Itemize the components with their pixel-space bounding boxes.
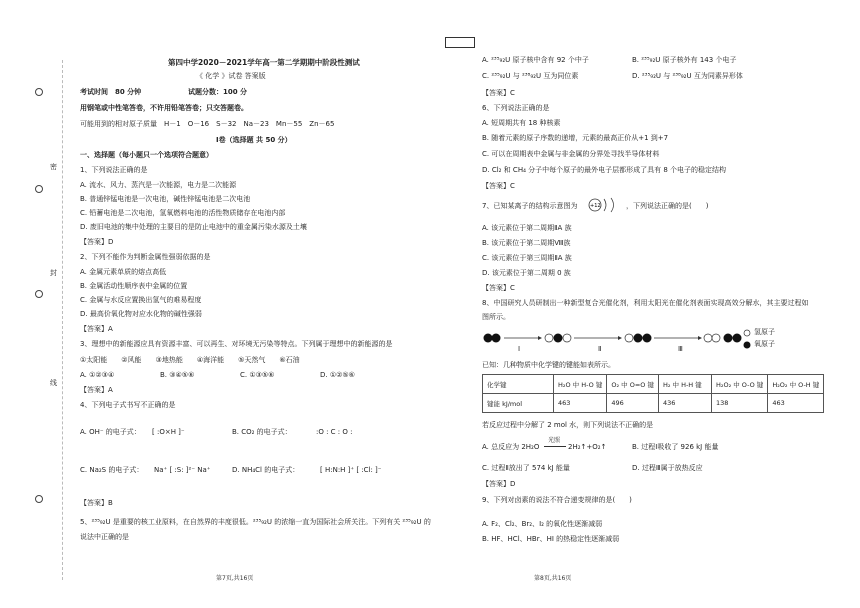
question-8-answer: 【答案】D bbox=[482, 480, 516, 488]
question-1-option: B. 普通锌锰电池是一次电池，碱性锌锰电池是二次电池 bbox=[80, 195, 251, 203]
page-number: 第7页,共16页 bbox=[216, 575, 254, 582]
stage-label: Ⅱ bbox=[598, 345, 602, 353]
question-3-option: C. ①③⑤⑥ bbox=[240, 371, 275, 379]
exam-rule: 用钢笔或中性笔答卷，不许用铅笔答卷；只交答题卷。 bbox=[80, 104, 248, 112]
question-4-answer: 【答案】B bbox=[80, 499, 113, 507]
question-2-stem: 2、下列不能作为判断金属性强弱依据的是 bbox=[80, 253, 211, 261]
question-4-option-d: D. NH₄Cl 的电子式： bbox=[232, 466, 300, 474]
question-8-stem-cont: 图所示。 bbox=[482, 313, 510, 321]
section-heading: 一、选择题（每小题只一个选项符合题意） bbox=[80, 151, 213, 159]
right-page bbox=[440, 0, 860, 608]
question-1-answer: 【答案】D bbox=[80, 238, 114, 246]
table-header-cell: H₂O 中 H-O 键 bbox=[554, 375, 607, 394]
atomic-masses: 可能用到的相对原子质量 H－1 O－16 S－32 Na－23 Mn－55 Zn－65 bbox=[80, 120, 335, 128]
question-7-option: C. 该元素位于第三周期ⅡA 族 bbox=[482, 254, 572, 262]
question-2-option: D. 最高价氧化物对应水化物的碱性强弱 bbox=[80, 310, 202, 318]
table-row bbox=[483, 394, 824, 413]
question-8-option-d: D. 过程Ⅲ属于放热反应 bbox=[632, 464, 703, 472]
question-4-option-a: A. OH⁻ 的电子式： bbox=[80, 428, 141, 436]
water-splitting-diagram bbox=[482, 326, 797, 360]
bond-energy-intro: 已知：几种物质中化学键的键能如表所示。 bbox=[482, 361, 615, 369]
exam-score: 试题分数：100 分 bbox=[188, 88, 248, 96]
page-number: 第8页,共16页 bbox=[534, 575, 572, 582]
reaction-arrow bbox=[544, 446, 566, 447]
exam-time: 考试时间 80 分钟 bbox=[80, 88, 142, 96]
stage-label: Ⅰ bbox=[518, 345, 521, 353]
question-7-option: B. 该元素位于第二周期Ⅷ族 bbox=[482, 239, 571, 247]
table-header-cell: H₂ 中 H-H 键 bbox=[658, 375, 711, 394]
bond-energy-table bbox=[482, 374, 824, 413]
question-9-stem: 9、下列对卤素的说法不符合递变规律的是( ) bbox=[482, 496, 632, 504]
margin-mark: 封 bbox=[50, 269, 57, 277]
question-1-option: A. 流水、风力、蒸汽是一次能源，电力是二次能源 bbox=[80, 181, 237, 189]
question-7-stem: 7、已知某离子的结构示意图为 bbox=[482, 202, 578, 210]
electron-formula: [ H:N:H ]⁺ [ :Cl: ]⁻ bbox=[320, 466, 382, 474]
question-5-stem-cont: 说法中正确的是 bbox=[80, 533, 129, 541]
question-5-answer: 【答案】C bbox=[482, 89, 515, 97]
stage-label: Ⅲ bbox=[678, 345, 683, 353]
question-9-option: B. HF、HCl、HBr、HI 的热稳定性逐渐减弱 bbox=[482, 535, 620, 543]
question-1-option: D. 废旧电池的集中处理的主要目的是防止电池中的重金属污染水源及土壤 bbox=[80, 223, 307, 231]
question-8-option-b: B. 过程Ⅰ吸收了 926 kJ 能量 bbox=[632, 443, 719, 451]
question-2-option: C. 金属与水反应置换出氢气的难易程度 bbox=[80, 296, 202, 304]
table-header-cell: O₂ 中 O=O 键 bbox=[607, 375, 659, 394]
question-7-stem-tail: ，下列说法正确的是( ) bbox=[626, 202, 709, 210]
table-cell: 463 bbox=[768, 394, 824, 413]
table-cell: 138 bbox=[711, 394, 767, 413]
question-6-answer: 【答案】C bbox=[482, 182, 515, 190]
question-6-option: B. 随着元素的原子序数的递增，元素的最高正价从+1 到+7 bbox=[482, 134, 669, 142]
question-2-option: A. 金属元素单质的熔点高低 bbox=[80, 268, 167, 276]
question-8-option-c: C. 过程Ⅱ放出了 574 kJ 能量 bbox=[482, 464, 570, 472]
binding-hole-icon bbox=[35, 88, 43, 96]
table-cell: 463 bbox=[554, 394, 607, 413]
exam-title: 第四中学2020－2021学年高一第二学期期中阶段性测试 bbox=[168, 58, 360, 67]
question-3-stem: 3、理想中的新能源应具有资源丰富、可以再生、对环境无污染等特点。下列属于理想中的新能源的是 bbox=[80, 340, 393, 348]
question-8-option-a-tail: 2H₂↑+O₂↑ bbox=[568, 443, 607, 451]
electron-formula: [ :O×H ]⁻ bbox=[152, 428, 185, 436]
question-3-option: A. ①②③④ bbox=[80, 371, 115, 379]
question-8-option-a: A. 总反应为 2H₂O bbox=[482, 443, 540, 451]
question-4-option-c: C. Na₂S 的电子式： bbox=[80, 466, 144, 474]
binding-margin bbox=[0, 0, 60, 608]
section-title: Ⅰ卷（选择题 共 50 分） bbox=[216, 136, 292, 144]
table-cell: 键能 kJ/mol bbox=[483, 394, 554, 413]
question-9-option: A. F₂、Cl₂、Br₂、I₂ 的氧化性逐渐减弱 bbox=[482, 520, 603, 528]
cut-line bbox=[62, 60, 63, 580]
question-8-condition: 若反应过程中分解了 2 mol 水，则下列说法不正确的是 bbox=[482, 421, 654, 429]
question-8-stem: 8、中国研究人员研制出一种新型复合光催化剂，利用太阳光在催化剂表面实现高效分解水，其主要过程如 bbox=[482, 299, 809, 307]
legend-oxygen: 氧原子 bbox=[754, 340, 775, 348]
question-6-option: C. 可以在周期表中金属与非金属的分界处寻找半导体材料 bbox=[482, 150, 660, 158]
question-7-answer: 【答案】C bbox=[482, 284, 515, 292]
question-4-option-b: B. CO₂ 的电子式： bbox=[232, 428, 292, 436]
svg-text:+12: +12 bbox=[590, 203, 601, 209]
question-3-option: B. ③④⑤⑥ bbox=[160, 371, 195, 379]
electron-formula: Na⁺ [ :S: ]²⁻ Na⁺ bbox=[154, 466, 211, 474]
question-6-option: D. Cl₂ 和 CH₄ 分子中每个原子的最外电子层都形成了具有 8 个电子的稳定结构 bbox=[482, 166, 727, 174]
question-5-option: C. ²³⁵₉₂U 与 ²³⁸₉₂U 互为同位素 bbox=[482, 72, 579, 80]
question-4-stem: 4、下列电子式书写不正确的是 bbox=[80, 401, 176, 409]
table-header-cell: 化学键 bbox=[483, 375, 554, 394]
binding-hole-icon bbox=[35, 495, 43, 503]
margin-mark: 线 bbox=[50, 379, 57, 387]
question-1-option: C. 铅蓄电池是二次电池，氢氧燃料电池的活性物质储存在电池内部 bbox=[80, 209, 286, 217]
question-3-items: ①太阳能 ②风能 ③地热能 ④海洋能 ⑤天然气 ⑥石油 bbox=[80, 356, 300, 364]
table-header-row bbox=[483, 375, 824, 394]
table-header-cell: H₂O₂ 中 O-O 键 bbox=[711, 375, 767, 394]
ion-structure-diagram bbox=[588, 196, 624, 214]
question-2-option: B. 金属活动性顺序表中金属的位置 bbox=[80, 282, 188, 290]
question-5-option: D. ²³⁵₉₂U 与 ²³⁸₉₂U 互为同素异形体 bbox=[632, 72, 743, 80]
table-header-cell: H₂O₂ 中 O-H 键 bbox=[768, 375, 824, 394]
question-7-option: D. 该元素位于第二周期 0 族 bbox=[482, 269, 571, 277]
question-3-answer: 【答案】A bbox=[80, 386, 113, 394]
reaction-condition: 光照 bbox=[548, 437, 561, 444]
question-1-stem: 1、下列说法正确的是 bbox=[80, 166, 148, 174]
table-cell: 496 bbox=[607, 394, 659, 413]
question-7-option: A. 该元素位于第二周期ⅡA 族 bbox=[482, 224, 572, 232]
question-5-option: B. ²³⁵₉₂U 原子核外有 143 个电子 bbox=[632, 56, 737, 64]
question-6-option: A. 短周期共有 18 种核素 bbox=[482, 119, 561, 127]
legend-hydrogen: 氢原子 bbox=[754, 328, 775, 336]
binding-hole-icon bbox=[35, 290, 43, 298]
electron-formula: :O : C : O : bbox=[316, 428, 353, 436]
question-3-option: D. ①②⑤⑥ bbox=[320, 371, 355, 379]
exam-subtitle: 《 化学 》试卷 答案版 bbox=[196, 72, 266, 80]
table-cell: 436 bbox=[658, 394, 711, 413]
binding-hole-icon bbox=[35, 185, 43, 193]
margin-mark: 密 bbox=[50, 163, 57, 171]
question-5-stem: 5、²³⁵₉₂U 是重要的核工业原料，在自然界的丰度很低。²³⁵₉₂U 的浓缩一直为国际社会所关注。下列有关 ²³⁵₉₂U 的 bbox=[80, 518, 431, 526]
score-box bbox=[445, 37, 475, 48]
question-2-answer: 【答案】A bbox=[80, 325, 113, 333]
question-5-option: A. ²³⁵₉₂U 原子核中含有 92 个中子 bbox=[482, 56, 589, 64]
question-6-stem: 6、下列说法正确的是 bbox=[482, 104, 550, 112]
